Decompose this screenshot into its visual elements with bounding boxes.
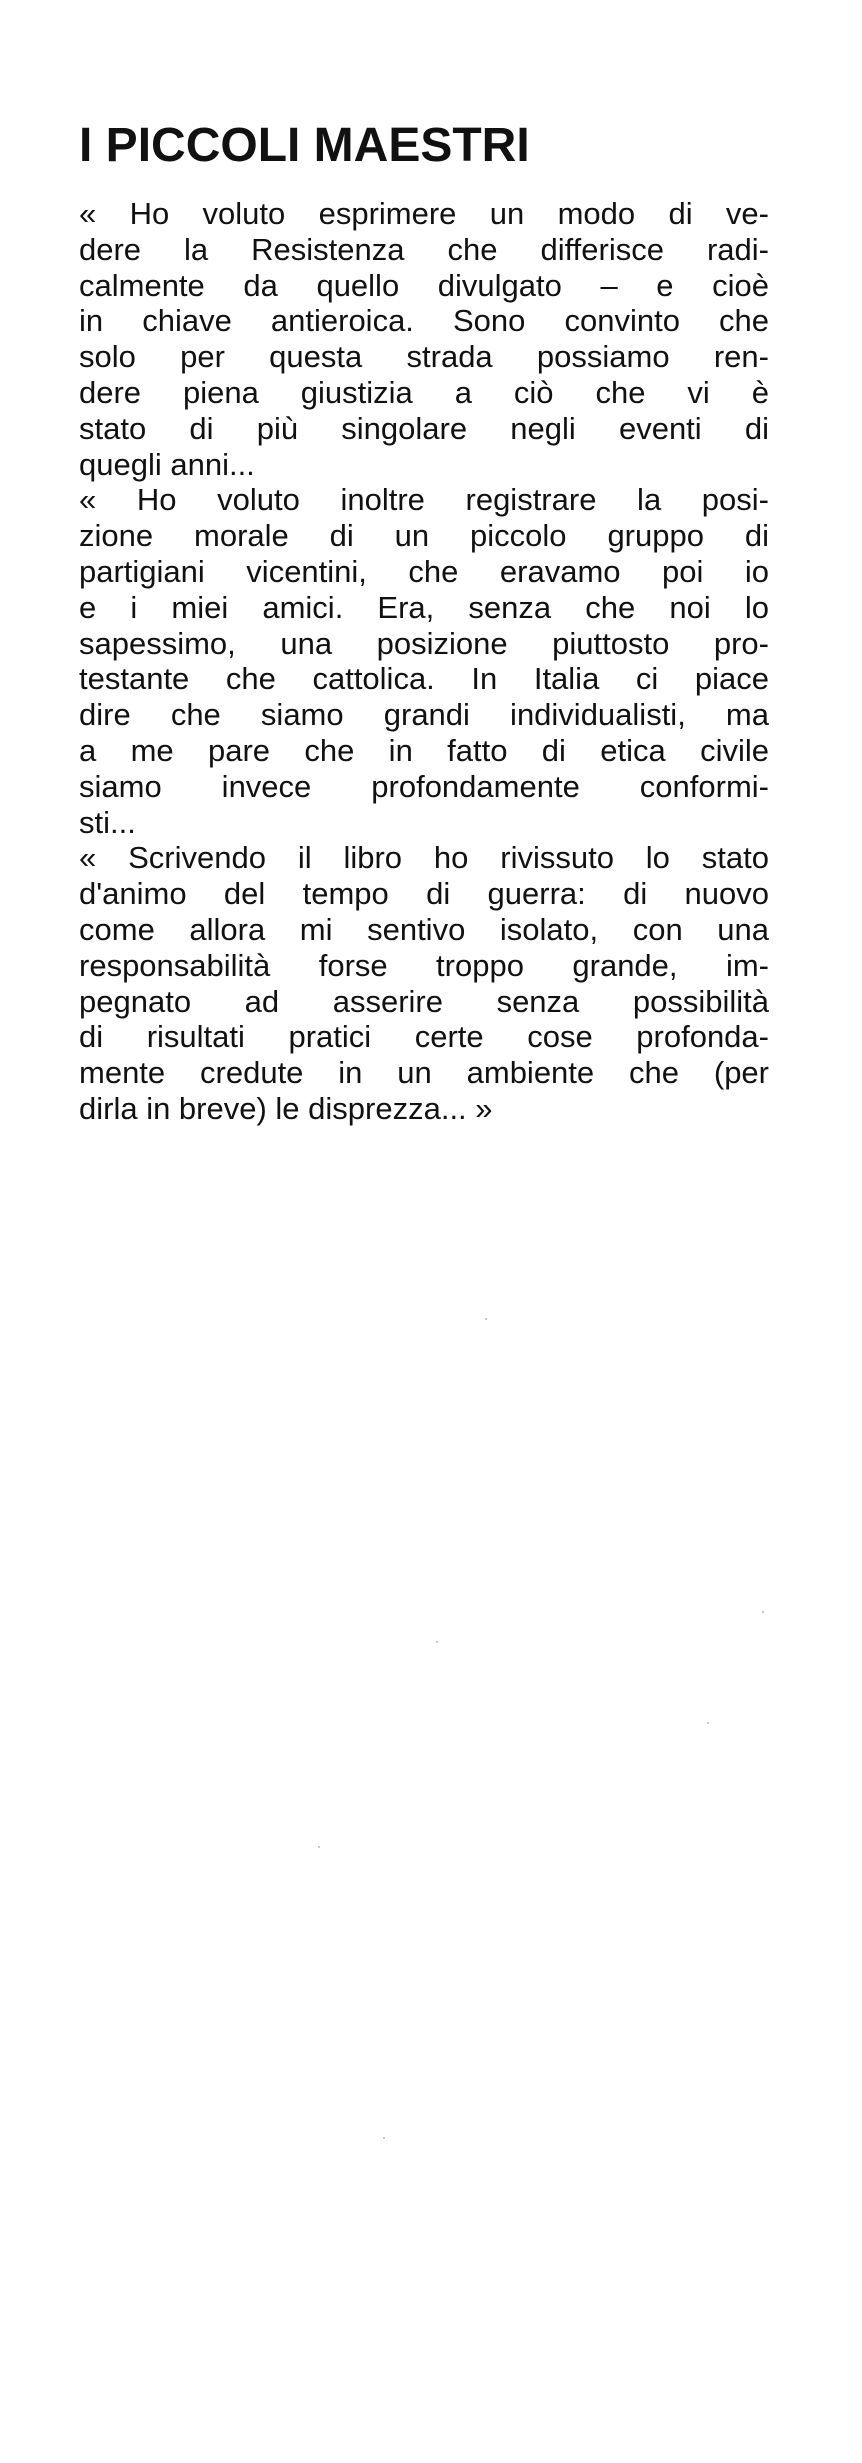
text-line: a me pare che in fatto di etica civile [79,732,769,768]
paragraph-2 [79,482,769,840]
paper-speck [383,2137,385,2139]
text-line: zione morale di un piccolo gruppo di [79,518,769,554]
paragraph-1 [79,196,769,482]
text-line: « Scrivendo il libro ho rivissuto lo stato [79,840,769,876]
text-line: in chiave antieroica. Sono convinto che [79,303,769,339]
paper-speck [436,1641,438,1643]
paper-speck [318,1846,320,1848]
text-line: « Ho voluto esprimere un modo di ve- [79,196,769,231]
text-line: partigiani vicentini, che eravamo poi io [79,553,769,589]
text-line: sti... [79,804,136,840]
text-line: responsabilità forse troppo grande, im- [79,947,769,983]
text-line: dere la Resistenza che differisce radi- [79,231,769,267]
paper-speck [762,1611,764,1613]
text-line: dirla in breve) le disprezza... » [79,1090,493,1126]
text-line: quegli anni... [79,446,255,482]
text-line: mente credute in un ambiente che (per [79,1055,769,1091]
text-line: solo per questa strada possiamo ren- [79,339,769,375]
page-title: I PICCOLI MAESTRI [79,119,530,172]
text-line: calmente da quello divulgato – e cioè [79,267,769,303]
text-line: pegnato ad asserire senza possibilità [79,983,769,1019]
text-line: testante che cattolica. In Italia ci piace [79,661,769,697]
text-line: dere piena giustizia a ciò che vi è [79,374,769,410]
text-line: e i miei amici. Era, senza che noi lo [79,589,769,625]
text-line: « Ho voluto inoltre registrare la posi- [79,482,769,518]
text-line: di risultati pratici certe cose profonda- [79,1019,769,1055]
text-line: d'animo del tempo di guerra: di nuovo [79,876,769,912]
text-line: come allora mi sentivo isolato, con una [79,911,769,947]
text-line: dire che siamo grandi individualisti, ma [79,697,769,733]
text-line: siamo invece profondamente conformi- [79,768,769,804]
text-line: stato di più singolare negli eventi di [79,410,769,446]
paper-speck [485,1318,487,1320]
paper-speck [707,1722,709,1724]
paragraph-3 [79,840,769,1126]
text-line: sapessimo, una posizione piuttosto pro- [79,625,769,661]
blurb-text [79,196,769,1127]
